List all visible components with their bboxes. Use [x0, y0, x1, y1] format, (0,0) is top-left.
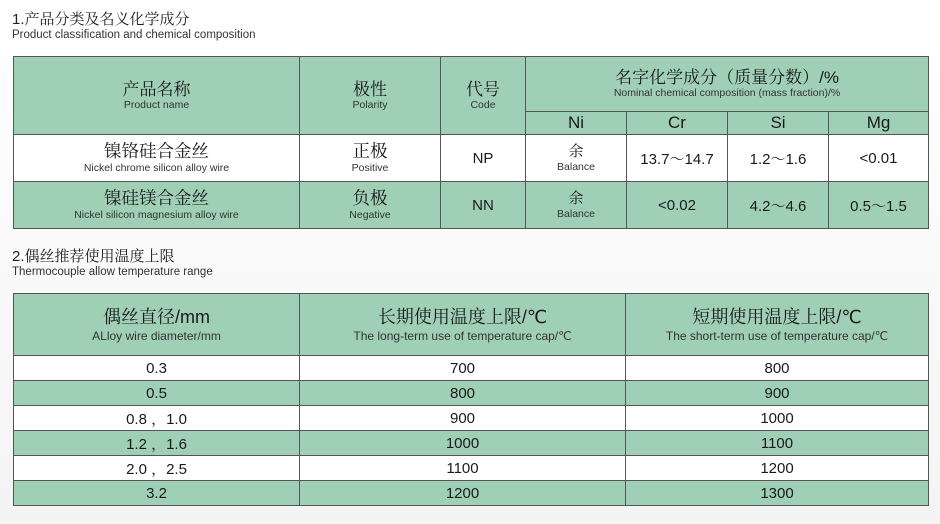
table-row [14, 406, 929, 431]
header-polarity [300, 57, 441, 135]
long-term-cell: 700 [300, 356, 626, 381]
header-code-zh: 代号 [466, 79, 500, 99]
table-row [14, 431, 929, 456]
section2-title: 2.偶丝推荐使用温度上限 [12, 248, 175, 265]
table-row [14, 135, 929, 182]
code-cell: NP [441, 135, 526, 182]
product-name-en: Nickel silicon magnesium alloy wire [74, 209, 239, 221]
header-element-ni: Ni [526, 112, 627, 135]
ni-en: Balance [557, 207, 595, 220]
product-name-zh: 镍硅镁合金丝 [104, 188, 209, 208]
polarity-en: Positive [351, 162, 389, 174]
short-term-cell: 1300 [626, 481, 929, 506]
short-term-cell: 1000 [626, 406, 929, 431]
header-element-mg: Mg [829, 112, 929, 135]
polarity-zh: 负极 [352, 188, 388, 208]
ni-zh: 余 [568, 189, 584, 207]
short-term-cell: 800 [626, 356, 929, 381]
long-term-cell: 800 [300, 381, 626, 406]
header-element-si: Si [728, 112, 829, 135]
ni-en: Balance [557, 160, 595, 173]
si-cell: 4.2～4.6 [728, 182, 829, 229]
polarity-zh: 正极 [352, 141, 388, 161]
long-term-cell: 1200 [300, 481, 626, 506]
header-long-en: The long-term use of temperature cap/℃ [353, 328, 572, 343]
product-name-cell [14, 135, 300, 182]
polarity-en: Negative [349, 209, 391, 221]
diameter-cell: 0.8 ，1.0 [14, 406, 300, 431]
header-code [441, 57, 526, 135]
long-term-cell: 1100 [300, 456, 626, 481]
header-diameter-zh: 偶丝直径/mm [103, 306, 210, 327]
ni-zh: 余 [568, 142, 584, 160]
header-code-en: Code [470, 98, 496, 111]
long-term-cell: 1000 [300, 431, 626, 456]
product-name-zh: 镍铬硅合金丝 [104, 141, 209, 161]
table-row [14, 182, 929, 229]
header-polarity-zh: 极性 [353, 79, 387, 99]
table-row [14, 356, 929, 381]
short-term-cell: 900 [626, 381, 929, 406]
header-polarity-en: Polarity [352, 98, 388, 111]
section2-subtitle: Thermocouple allow temperature range [12, 266, 213, 278]
section1-subtitle: Product classification and chemical composition [12, 29, 256, 41]
composition-table [13, 56, 929, 229]
short-term-cell: 1100 [626, 431, 929, 456]
header-short-zh: 短期使用温度上限/℃ [692, 306, 862, 327]
header-product-name [14, 57, 300, 135]
ni-cell [526, 182, 627, 229]
header-composition-zh: 名字化学成分（质量分数）/% [615, 68, 839, 87]
cr-cell: <0.02 [627, 182, 728, 229]
product-name-en: Nickel chrome silicon alloy wire [83, 162, 230, 174]
ni-cell [526, 135, 627, 182]
table-row [14, 456, 929, 481]
mg-cell: <0.01 [829, 135, 929, 182]
table-row [14, 381, 929, 406]
header-diameter-en: ALloy wire diameter/mm [92, 328, 221, 343]
code-cell: NN [441, 182, 526, 229]
mg-cell: 0.5～1.5 [829, 182, 929, 229]
header-element-cr: Cr [627, 112, 728, 135]
si-cell: 1.2～1.6 [728, 135, 829, 182]
header-composition-en: Nominal chemical composition (mass fraction)/% [613, 87, 841, 99]
header-diameter [14, 294, 300, 356]
long-term-cell: 900 [300, 406, 626, 431]
header-product-zh: 产品名称 [122, 79, 191, 99]
cr-cell: 13.7～14.7 [627, 135, 728, 182]
diameter-cell: 3.2 [14, 481, 300, 506]
header-composition [526, 57, 929, 112]
header-long-zh: 长期使用温度上限/℃ [377, 306, 548, 327]
temperature-table [13, 293, 929, 506]
diameter-cell: 0.3 [14, 356, 300, 381]
header-short-term [626, 294, 929, 356]
header-short-en: The short-term use of temperature cap/℃ [665, 328, 889, 343]
short-term-cell: 1200 [626, 456, 929, 481]
section1-title: 1.产品分类及名义化学成分 [12, 11, 190, 28]
diameter-cell: 0.5 [14, 381, 300, 406]
header-long-term [300, 294, 626, 356]
polarity-cell [300, 135, 441, 182]
diameter-cell: 2.0 ，2.5 [14, 456, 300, 481]
product-name-cell [14, 182, 300, 229]
diameter-cell: 1.2 ，1.6 [14, 431, 300, 456]
header-product-en: Product name [123, 98, 190, 111]
polarity-cell [300, 182, 441, 229]
table-row [14, 481, 929, 506]
